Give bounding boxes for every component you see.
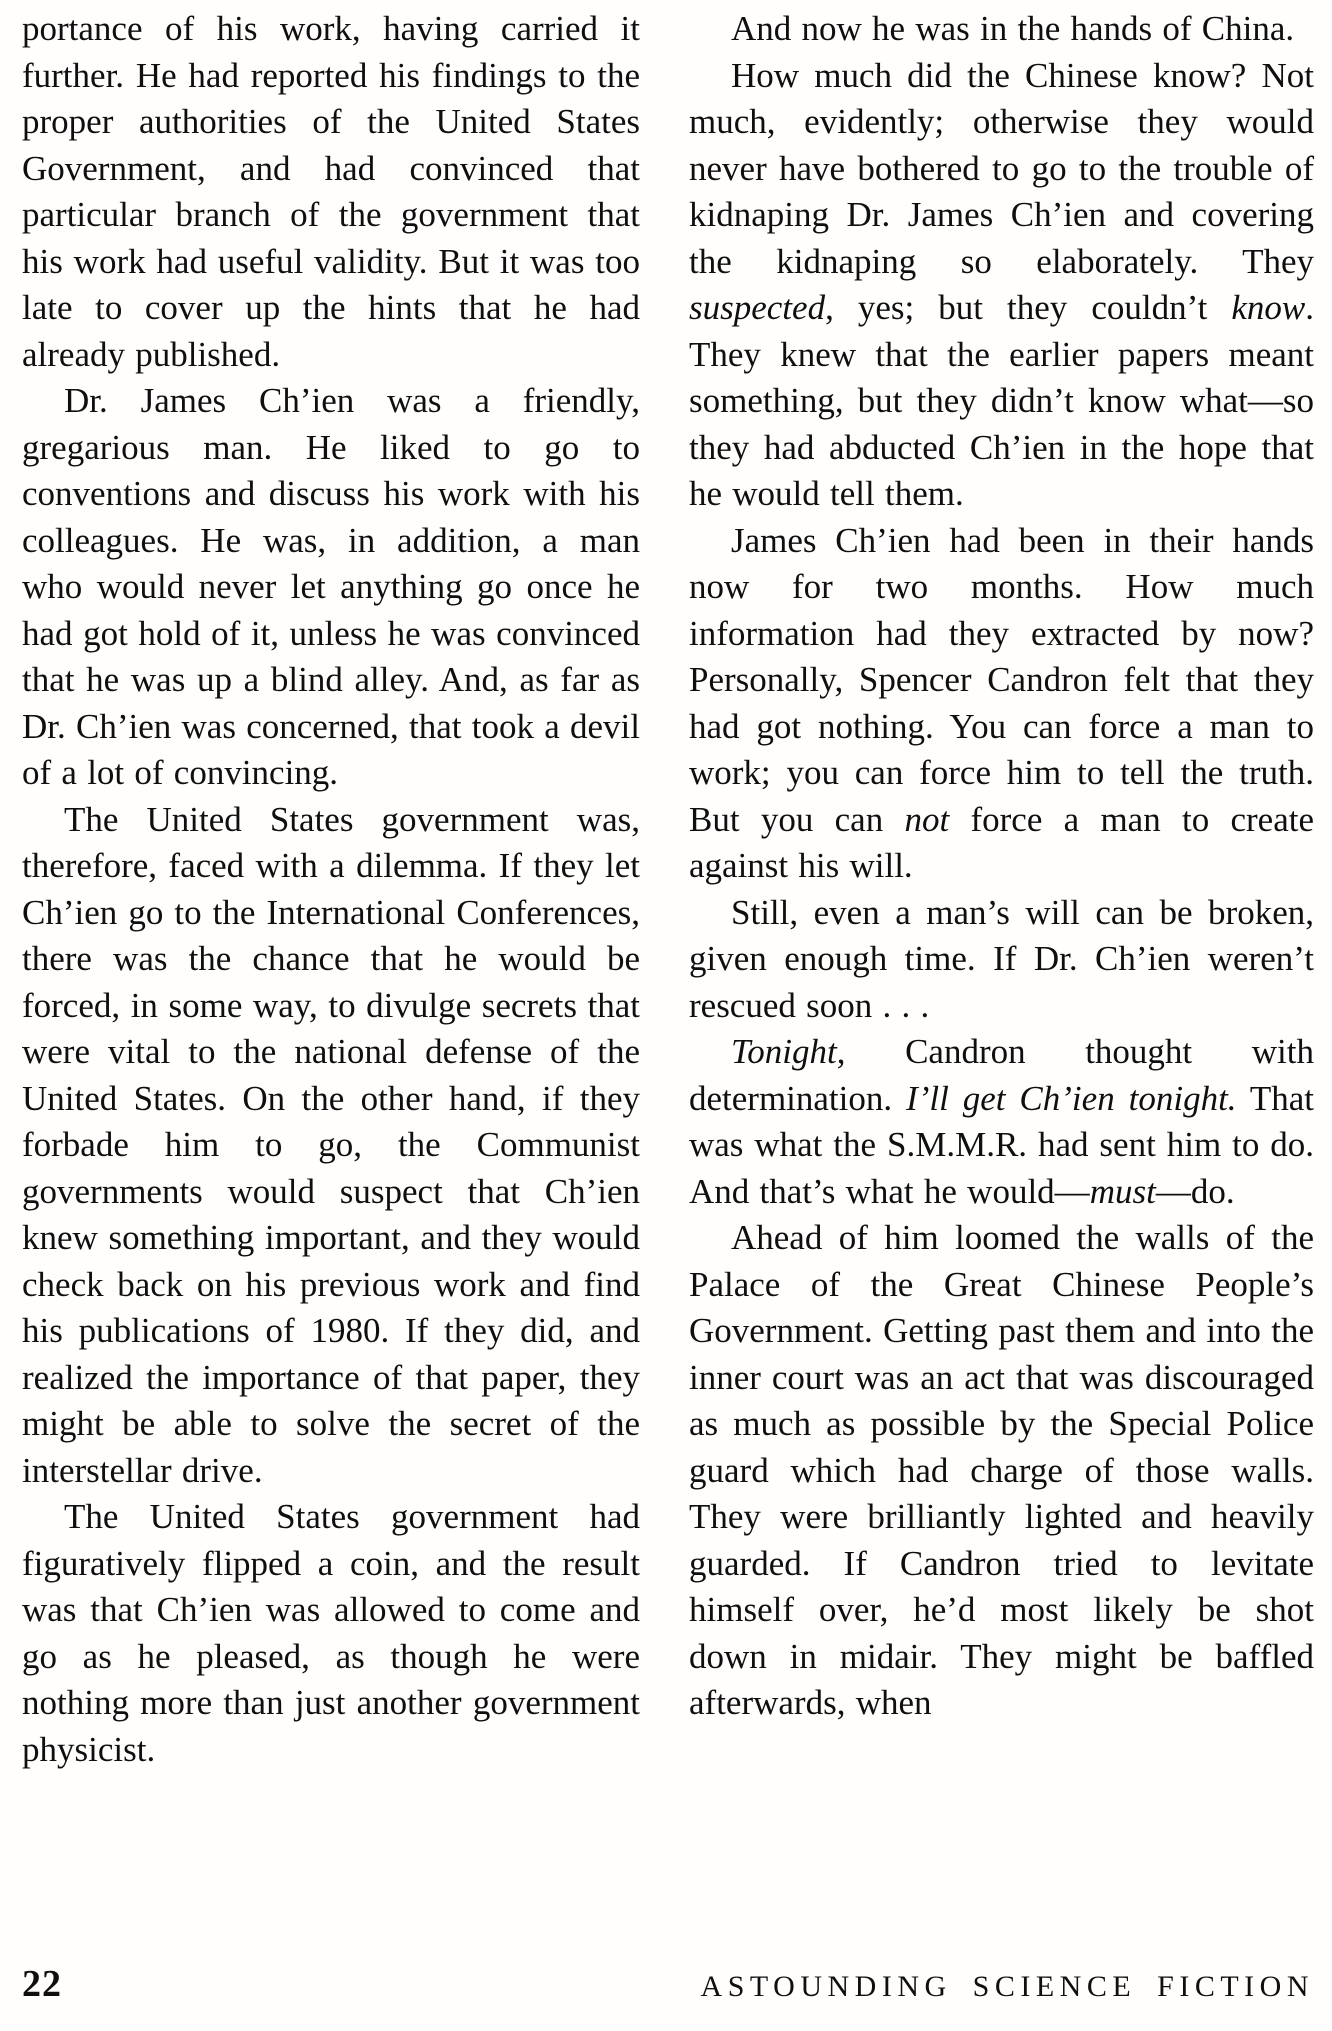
paragraph	[689, 518, 1314, 890]
paragraph	[689, 1215, 1314, 1727]
paragraph	[689, 1029, 1314, 1215]
text-run: The United States government had figuratively flipped a coin, and the result was that Ch’ien was allowed to come and go as he pleased, as though he were nothing more than just another government physicist.	[22, 1497, 640, 1769]
text-run: Tonight	[731, 1032, 837, 1071]
paragraph	[22, 797, 640, 1495]
text-run: suspected	[689, 288, 826, 327]
text-run: , Candron thought with determination.	[689, 1032, 1314, 1118]
text-run: must	[1089, 1171, 1156, 1211]
text-run: And now he was in the hands of China.	[731, 9, 1295, 48]
paragraph	[689, 53, 1314, 518]
paragraph	[689, 6, 1314, 53]
page-footer	[22, 1962, 1314, 2006]
text-run: know	[1231, 288, 1306, 327]
text-run: The United States government was, therefore, faced with a dilemma. If they let Ch’ien go to the International Conferences, there was the chance that he would be forced, in some way, to divulge secrets that were vital to the national defense of the United States. On the other hand, if they forbade him to go, the Communist governments would suspect that Ch’ien knew something important, and they would check back on his previous work and find his publications of 1980. If they did, and realized the importance of that paper, they might be able to solve the secret of the interstellar drive.	[22, 799, 640, 1490]
right-text-column	[689, 6, 1314, 1773]
page-number: 22	[22, 1963, 62, 2005]
text-run: Dr. James Ch’ien was a friendly, gregarious man. He liked to go to conventions and discuss his work with his colleagues. He was, in addition, a man who would never let anything go once he had got hold of it, unless he was convinced that he was up a blind alley. And, as far as Dr. Ch’ien was concerned, that took a devil of a lot of convincing.	[22, 381, 640, 792]
left-text-column	[22, 6, 640, 1773]
text-run: Still, even a man’s will can be broken, given enough time. If Dr. Ch’ien weren’t rescued soon . . .	[689, 892, 1314, 1025]
text-run: force a man to create against his will.	[689, 799, 1314, 885]
text-run: James Ch’ien had been in their hands now for two months. How much information had they extracted by now? Personally, Spencer Candron felt that they had got nothing. You can force a man to work; you can force him to tell the truth. But you can	[689, 520, 1314, 839]
running-footer-title: ASTOUNDING SCIENCE FICTION	[700, 1970, 1314, 2003]
text-run: . They knew that the earlier papers meant something, but they didn’t know what—so they had abducted Ch’ien in the hope that he would tell them.	[689, 288, 1314, 513]
paragraph	[22, 6, 640, 378]
text-run: portance of his work, having carried it further. He had reported his findings to the proper authorities of the United States Government, and had convinced that particular branch of the government that his work had useful validity. But it was too late to cover up the hints that he had already published.	[22, 9, 640, 374]
text-columns	[22, 6, 1314, 1773]
paragraph	[22, 1494, 640, 1773]
text-run: I’ll get Ch’ien tonight.	[906, 1078, 1237, 1118]
paragraph	[689, 890, 1314, 1030]
text-run: not	[904, 799, 950, 839]
text-run: —do.	[1155, 1171, 1235, 1211]
text-run: How much did the Chinese know? Not much, evidently; otherwise they would never have bothered to go to the trouble of kidnaping Dr. James Ch’ien and covering the kidnaping so elaborately. They	[689, 55, 1314, 281]
text-run: , yes; but they couldn’t	[825, 288, 1232, 327]
paragraph	[22, 378, 640, 797]
text-run: Ahead of him loomed the walls of the Palace of the Great Chinese People’s Government. Getting past them and into the inner court was an act that was discouraged as much as possible by the Special Police guard which had charge of those walls. They were brilliantly lighted and heavily guarded. If Candron tried to levitate himself over, he’d most likely be shot down in midair. They might be baffled afterwards, when	[689, 1218, 1314, 1722]
text-run: That was what the S.M.M.R. had sent him to do. And that’s what he would—	[689, 1078, 1314, 1211]
